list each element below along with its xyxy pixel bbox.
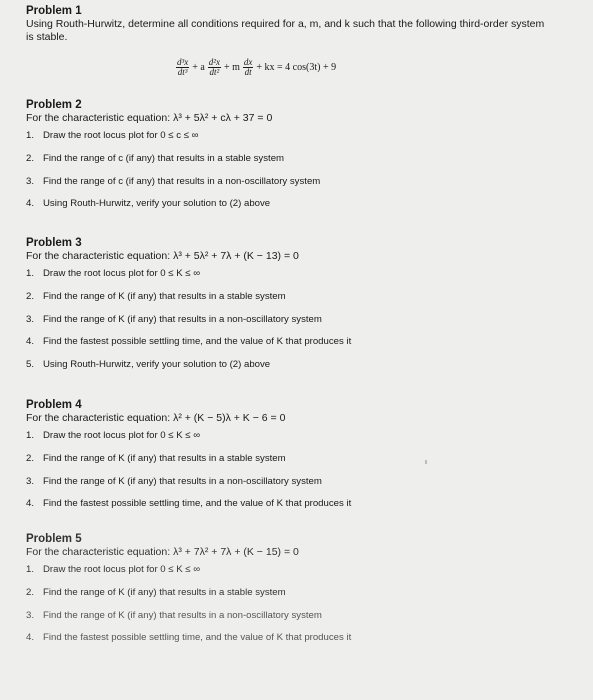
problem-1	[26, 4, 573, 44]
problem-2-text: For the characteristic equation: λ³ + 5λ² + cλ + 37 = 0	[26, 112, 273, 124]
problem-4	[26, 398, 573, 516]
list-item: 2. Find the range of K (if any) that results in a stable system	[26, 586, 286, 598]
plus-a: + a	[192, 62, 205, 73]
problem-4-title: Problem 4	[26, 399, 82, 411]
list-item: 3. Find the range of K (if any) that results in a non-oscillatory system	[26, 313, 322, 325]
plus-m: + m	[223, 62, 240, 73]
list-item: 3. Find the range of c (if any) that results in a non-oscillatory system	[26, 175, 321, 187]
problem-5	[26, 532, 573, 650]
list-item: 4. Using Routh-Hurwitz, verify your solution to (2) above	[26, 198, 271, 210]
list-item: 5. Using Routh-Hurwitz, verify your solution to (2) above	[26, 359, 271, 371]
problem-2	[26, 98, 573, 216]
list-item: 1. Draw the root locus plot for 0 ≤ K ≤ ∞	[26, 268, 201, 279]
problem-2-items	[26, 125, 573, 216]
list-item: 3. Find the range of K (if any) that results in a non-oscillatory system	[26, 475, 322, 487]
third-derivative: $\frac{\text{d³x}}{\text{dt³}}$	[177, 57, 189, 77]
list-item: 1. Draw the root locus plot for 0 ≤ K ≤ ∞	[26, 564, 201, 575]
list-item: 4. Find the fastest possible settling time, and the value of K that produces it	[26, 498, 352, 510]
list-item: 2. Find the range of K (if any) that results in a stable system	[26, 452, 286, 464]
problem-3-title: Problem 3	[26, 237, 82, 249]
problem-1-title: Problem 1	[26, 5, 82, 17]
equation-rest: + kx = 4 cos(3t) + 9	[256, 62, 337, 73]
problem-3-text: For the characteristic equation: λ³ + 5λ² + 7λ + (K − 13) = 0	[26, 250, 299, 262]
list-item: 4. Find the fastest possible settling time, and the value of K that produces it	[26, 632, 352, 644]
list-item: 2. Find the range of c (if any) that results in a stable system	[26, 152, 285, 164]
problem-5-text: For the characteristic equation: λ³ + 7λ² + 7λ + (K − 15) = 0	[26, 546, 299, 558]
list-item: 3. Find the range of K (if any) that results in a non-oscillatory system	[26, 609, 322, 621]
list-item: 2. Find the range of K (if any) that results in a stable system	[26, 290, 286, 302]
list-item: 1. Draw the root locus plot for 0 ≤ c ≤ ∞	[26, 130, 199, 141]
problem-2-title: Problem 2	[26, 99, 82, 111]
problem-4-items	[26, 425, 573, 516]
first-derivative: $\frac{dx}{dt}$	[243, 57, 253, 77]
list-item: 4. Find the fastest possible settling time, and the value of K that produces it	[26, 336, 352, 348]
page-speck	[425, 460, 427, 464]
problem-3	[26, 236, 573, 377]
list-item: 1. Draw the root locus plot for 0 ≤ K ≤ ∞	[26, 430, 201, 441]
problem-3-items	[26, 263, 573, 377]
second-derivative: $\frac{\text{d²x}}{\text{dt²}}$	[208, 57, 220, 77]
problem-1-text: Using Routh-Hurwitz, determine all conditions required for a, m, and k such that the following third-order system is stable.	[26, 18, 545, 43]
problem-4-text: For the characteristic equation: λ² + (K − 5)λ + K − 6 = 0	[26, 412, 286, 424]
problem-1-equation	[176, 58, 336, 77]
problem-5-title: Problem 5	[26, 533, 82, 545]
problem-5-items	[26, 559, 573, 650]
